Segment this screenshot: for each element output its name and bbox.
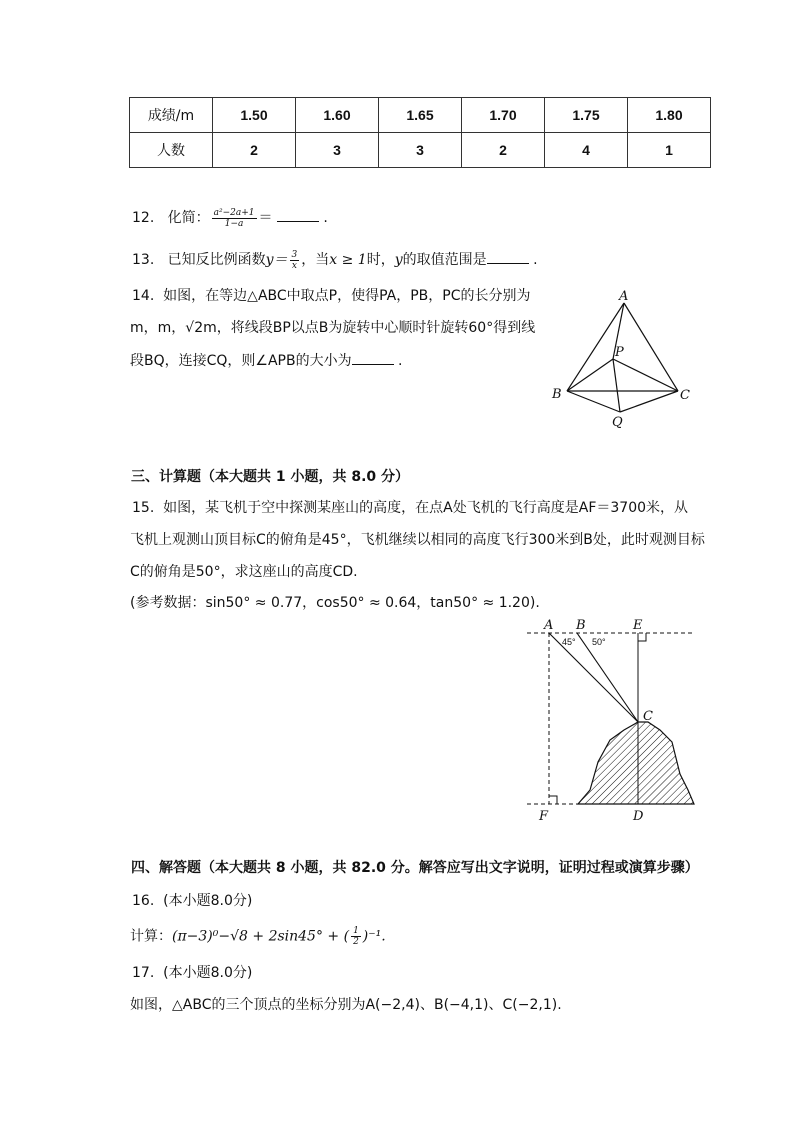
question-17-header [132, 963, 252, 983]
fraction-numerator: 3 [291, 249, 298, 260]
point-label-D: D [633, 809, 644, 824]
question-text: 如图，某飞机于空中探测某座山的高度，在点A处飞机的飞行高度是AF＝3700米，从 [163, 500, 689, 516]
question-15-line-2: 飞机上观测山顶目标C的俯角是45°，飞机继续以相同的高度飞行300米到B处，此时观测目标 [130, 532, 705, 548]
angle-label-45: 45° [562, 637, 576, 647]
question-text: 段BQ，连接CQ，则∠APB的大小为 [130, 353, 352, 369]
fraction-denominator: 2 [353, 937, 359, 947]
segment-BQ [567, 391, 620, 412]
fraction-numerator: 1 [353, 926, 359, 936]
question-number: 13. [132, 252, 155, 268]
question-15-line-1 [132, 498, 688, 518]
point-label-E: E [633, 618, 643, 633]
question-text: 时， [366, 252, 395, 268]
question-13: 13. 已知反比例函数y＝ $\frac{3}{x}$ ，当x ≥ 1时，y的取值范围是 . [132, 249, 538, 271]
answer-blank [277, 207, 319, 222]
right-angle-mark-E [638, 633, 646, 641]
point-label-B: B [576, 618, 586, 633]
table-count-label: 人数 [130, 133, 213, 168]
table-cell: 3 [296, 133, 379, 168]
math-expression: (π−3)⁰−√8 + 2sin45° + ( [172, 928, 350, 945]
answer-blank [352, 350, 394, 365]
question-14-line-3: 段BQ，连接CQ，则∠APB的大小为 . [130, 350, 403, 371]
mountain-figure [522, 612, 697, 827]
question-text: 已知反比例函数 [167, 252, 266, 268]
segment-PB [567, 359, 613, 391]
question-text: ，当 [301, 252, 330, 268]
question-number: 14. [132, 288, 155, 304]
question-15-line-3: C的俯角是50°，求这座山的高度CD. [130, 564, 358, 580]
point-label-B: B [552, 387, 562, 402]
variable: y [394, 252, 403, 268]
fraction [212, 208, 257, 229]
question-14-line-1 [132, 286, 530, 306]
question-number: 12. [132, 210, 155, 226]
question-number: 17. [132, 965, 155, 981]
mountain-shape [578, 722, 694, 804]
right-angle-mark-F [549, 796, 557, 804]
section-4-heading: 四、解答题（本大题共 8 小题，共 82.0 分。解答应写出文字说明，证明过程或演算步骤） [131, 860, 699, 876]
table-header-label: 成绩/m [130, 98, 213, 133]
point-label-C: C [680, 388, 690, 403]
point-label-C: C [643, 709, 653, 724]
question-17-body: 如图，△ABC的三个顶点的坐标分别为A(−2,4)、B(−4,1)、C(−2,1). [130, 997, 562, 1013]
point-label-A: A [544, 618, 554, 633]
table-cell: 3 [379, 133, 462, 168]
equals-sign: ＝ [258, 210, 273, 226]
table-cell: 2 [462, 133, 545, 168]
question-text: 的取值范围是 [402, 252, 487, 268]
table-cell: 4 [545, 133, 628, 168]
table-cell: 1.70 [462, 98, 545, 133]
table-cell: 1.80 [628, 98, 711, 133]
function-expression: y＝ [265, 252, 288, 268]
question-score: (本小题8.0分) [163, 965, 253, 981]
math-expression: )⁻¹. [362, 928, 386, 945]
reference-data: (参考数据：sin50° ≈ 0.77，cos50° ≈ 0.64，tan50° ≈ 1.20). [130, 595, 540, 611]
fraction [351, 926, 361, 947]
table-cell: 1 [628, 133, 711, 168]
question-14-line-2: m，m，√2m，将线段BP以点B为旋转中心顺时针旋转60°得到线 [130, 320, 536, 336]
segment-PQ [613, 359, 620, 412]
angle-label-50: 50° [592, 637, 606, 647]
segment-BC [577, 633, 638, 722]
table-cell: 2 [213, 133, 296, 168]
question-12: 12. 化简： $\frac{\text{a²−2a+1}}{1-a}$ ＝ . [132, 207, 328, 229]
question-prefix: 化简： [167, 210, 210, 226]
question-number: 15. [132, 500, 155, 516]
question-16-body [130, 926, 386, 947]
section-3-heading: 三、计算题（本大题共 1 小题，共 8.0 分） [131, 469, 410, 485]
point-label-F: F [539, 809, 549, 824]
table-cell: 1.50 [213, 98, 296, 133]
table-cell: 1.60 [296, 98, 379, 133]
condition-expression: x ≥ 1 [329, 252, 367, 268]
question-score: (本小题8.0分) [163, 893, 253, 909]
fraction-denominator: x [291, 260, 297, 271]
fraction-denominator: 1−a [224, 218, 244, 229]
table-row-count [130, 133, 711, 168]
segment-CQ [620, 391, 678, 412]
score-table [129, 97, 711, 168]
question-text: 如图，在等边△ABC中取点P，使得PA，PB，PC的长分别为 [163, 288, 531, 304]
question-16-header [132, 891, 252, 911]
point-label-P: P [615, 345, 624, 360]
table-row-header [130, 98, 711, 133]
table-cell: 1.65 [379, 98, 462, 133]
fraction-numerator: a²−2a+1 [213, 207, 255, 218]
point-label-Q: Q [612, 415, 623, 430]
table-cell: 1.75 [545, 98, 628, 133]
answer-blank [487, 249, 529, 264]
question-number: 16. [132, 893, 155, 909]
question-text: 计算： [130, 928, 172, 945]
point-label-A: A [619, 289, 629, 304]
fraction [290, 250, 300, 271]
triangle-figure [540, 285, 710, 430]
